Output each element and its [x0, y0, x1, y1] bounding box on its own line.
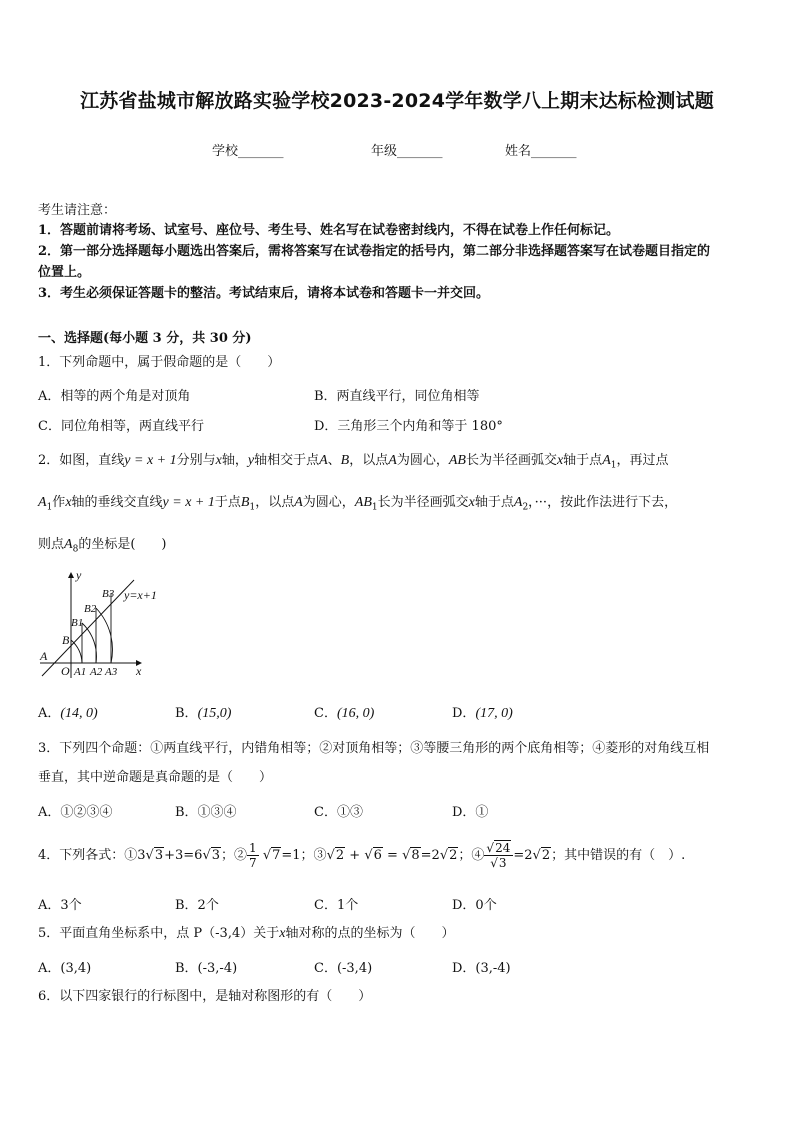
q6-stem: 6．以下四家银行的行标图中，是轴对称图形的有（ ） — [38, 989, 372, 1004]
label-b3: B3 — [102, 588, 115, 600]
q4-option-d: D．0个 — [452, 898, 497, 913]
q2-option-c: C．(16, 0) — [314, 706, 375, 721]
line-y-x-plus-1 — [42, 580, 134, 676]
label-b2: B2 — [84, 603, 97, 615]
arc-2 — [82, 623, 96, 663]
label-a2: A2 — [90, 666, 103, 678]
label-a: A — [40, 649, 48, 663]
label-b1: B1 — [71, 617, 84, 629]
school-field: 学校_______ — [212, 144, 284, 159]
notice-item-1: 1．答题前请将考场、试室号、座位号、考生号、姓名写在试卷密封线内，不得在试卷上作任何标记。 — [38, 223, 620, 238]
arc-3 — [96, 608, 112, 663]
q4-option-c: C．1个 — [314, 898, 359, 913]
q2-figure — [38, 568, 178, 680]
q2-line-2: $A_1$作x轴的垂线交直线y = x + 1于点$B_1$，以点A为圆心，$AB_1$长为半径画弧交x轴于点$A_2$，···，按此作法进行下去， — [38, 495, 678, 513]
label-line: y=x+1 — [124, 588, 157, 602]
q1-option-c: C．同位角相等，两直线平行 — [38, 419, 204, 434]
q1-option-a: A．相等的两个角是对顶角 — [38, 389, 191, 404]
q4-option-b: B．2个 — [175, 898, 219, 913]
name-field: 姓名_______ — [505, 144, 577, 159]
q2-option-d: D．(17, 0) — [452, 706, 513, 721]
label-b: B — [62, 633, 70, 647]
label-a1: A1 — [74, 666, 87, 678]
notice-heading: 考生请注意： — [38, 203, 117, 218]
q5-stem: 5．平面直角坐标系中，点 P（-3,4）关于x轴对称的点的坐标为（ ） — [38, 926, 455, 941]
q3-option-b: B．①③④ — [175, 805, 237, 820]
fraction-sqrt24-sqrt3: $\frac{√24}{√3}$ — [484, 841, 513, 870]
q3-option-a: A．①②③④ — [38, 805, 113, 820]
q3-line-2: 垂直，其中逆命题是真命题的是（ ） — [38, 770, 273, 785]
q2-option-a: A．(14, 0) — [38, 706, 98, 721]
q1-stem: 1．下列命题中，属于假命题的是（ ） — [38, 355, 281, 370]
q1-option-d: D．三角形三个内角和等于 180° — [314, 419, 503, 434]
page-title: 江苏省盐城市解放路实验学校2023-2024学年数学八上期末达标检测试题 — [80, 90, 714, 112]
notice-item-2-cont: 位置上。 — [38, 265, 91, 280]
grade-field: 年级_______ — [371, 144, 443, 159]
notice-item-3: 3．考生必须保证答题卡的整洁。考试结束后，请将本试卷和答题卡一并交回。 — [38, 286, 490, 301]
q5-option-a: A．(3,4) — [38, 961, 92, 976]
y-axis-arrow-icon — [68, 572, 74, 578]
q3-option-c: C．①③ — [314, 805, 363, 820]
q5-option-b: B．(-3,-4) — [175, 961, 238, 976]
notice-item-2: 2．第一部分选择题每小题选出答案后，需将答案写在试卷指定的括号内，第二部分非选择题答案写在试卷题目指定的 — [38, 244, 711, 259]
q2-line-1: 2．如图，直线y = x + 1分别与x轴，y轴相交于点A、B，以点A为圆心，AB长为半径画弧交x轴于点$A_1$，再过点 — [38, 453, 669, 471]
label-y: y — [76, 568, 82, 582]
q4-option-a: A．3个 — [38, 898, 82, 913]
fraction-1-7: $\frac{1}{7}$ — [249, 841, 257, 870]
label-x: x — [136, 664, 142, 678]
label-o: O — [61, 664, 70, 678]
q5-option-c: C．(-3,4) — [314, 961, 373, 976]
section-heading: 一、选择题(每小题 3 分，共 30 分) — [38, 331, 252, 346]
q5-option-d: D．(3,-4) — [452, 961, 511, 976]
q4-stem: 4．下列各式：①3√3+3=6√3；② $\frac{1}{7}$ √7=1；③√2 + √6 = √8=2√2；④ $\frac{√24}{√3}$ =2√2；其中错误的有（ ）. — [38, 841, 686, 870]
q3-line-1: 3．下列四个命题：①两直线平行，内错角相等；②对顶角相等；③等腰三角形的两个底角相等；④菱形的对角线互相 — [38, 741, 710, 756]
q2-line-3: 则点$A_8$的坐标是( ) — [38, 537, 167, 555]
q2-option-b: B．(15,0) — [175, 706, 232, 721]
q1-option-b: B．两直线平行，同位角相等 — [314, 389, 480, 404]
label-a3: A3 — [105, 666, 118, 678]
q3-option-d: D．① — [452, 805, 489, 820]
